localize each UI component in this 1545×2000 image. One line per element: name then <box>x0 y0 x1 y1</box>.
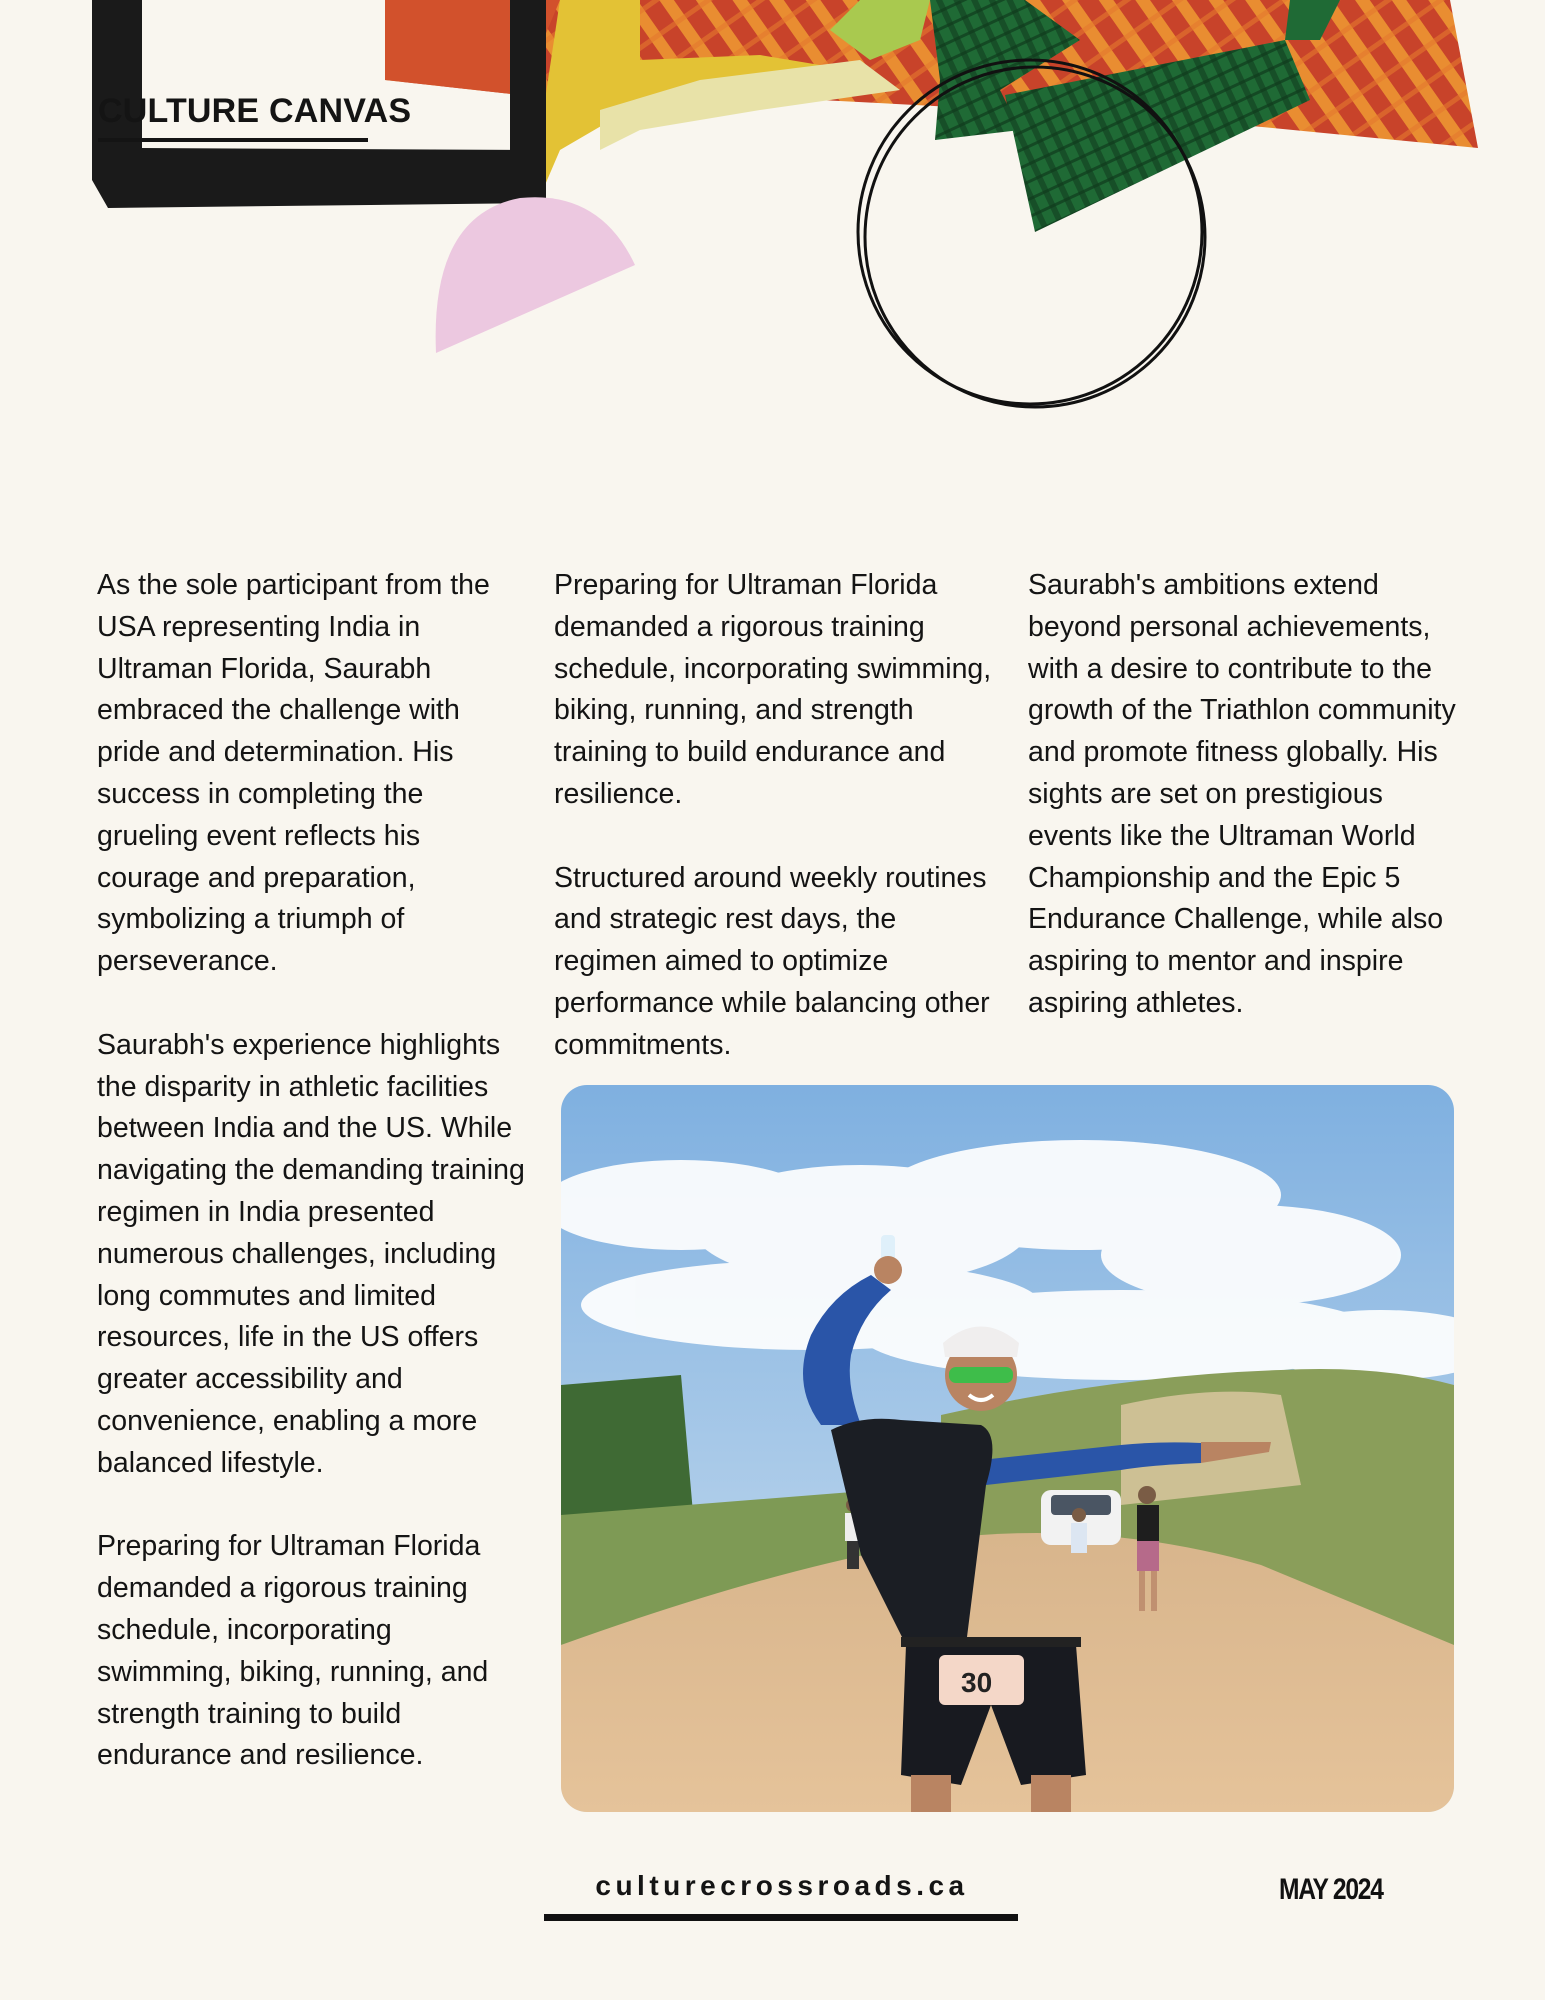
paragraph: Preparing for Ultraman Florida demanded a rigorous training schedule, incorporating swimming, biking, running, and strength training to build endurance and resilience. <box>554 569 992 810</box>
pink-half-circle <box>436 197 635 353</box>
masthead-title: CULTURE CANVAS <box>98 92 412 130</box>
paragraph: Saurabh's experience highlights the disparity in athletic facilities between India and the US. While navigating the demanding training regimen in India presented numerous challenges, including long commutes and limited resources, life in the US offers greater accessibility and convenience, enabling a more balanced lifestyle. <box>97 1028 525 1479</box>
website-url: culturecrossroads.ca <box>595 1870 969 1901</box>
paragraph: Saurabh's ambitions extend beyond personal achievements, with a desire to contribute to the growth of the Triathlon community and promote fitness globally. His sights are set on prestigious events like the Ultraman World Championship and the Epic 5 Endurance Challenge, while also aspiring to mentor and inspire aspiring athletes. <box>1028 569 1456 1019</box>
paragraph: Structured around weekly routines and strategic rest days, the regimen aimed to optimize performance while balancing other commitments. <box>554 861 990 1061</box>
article-column-3 <box>1028 565 1458 1067</box>
bib-number: 30 <box>961 1667 993 1698</box>
runner-photo <box>561 1085 1454 1812</box>
article-column-2 <box>554 565 994 1108</box>
article-column-1 <box>97 565 527 1819</box>
footer-divider <box>544 1914 1018 1921</box>
issue-date: MAY 2024 <box>1279 1873 1383 1906</box>
masthead-underline <box>98 138 368 142</box>
paragraph: Preparing for Ultraman Florida demanded a rigorous training schedule, incorporating swimming, biking, running, and strength training to build endurance and resilience. <box>97 1530 489 1772</box>
collage-artwork <box>0 0 1545 430</box>
paragraph: As the sole participant from the USA representing India in Ultraman Florida, Saurabh embraced the challenge with pride and determination. His success in completing the grueling event reflects his courage and preparation, symbolizing a triumph of perseverance. <box>97 569 490 978</box>
